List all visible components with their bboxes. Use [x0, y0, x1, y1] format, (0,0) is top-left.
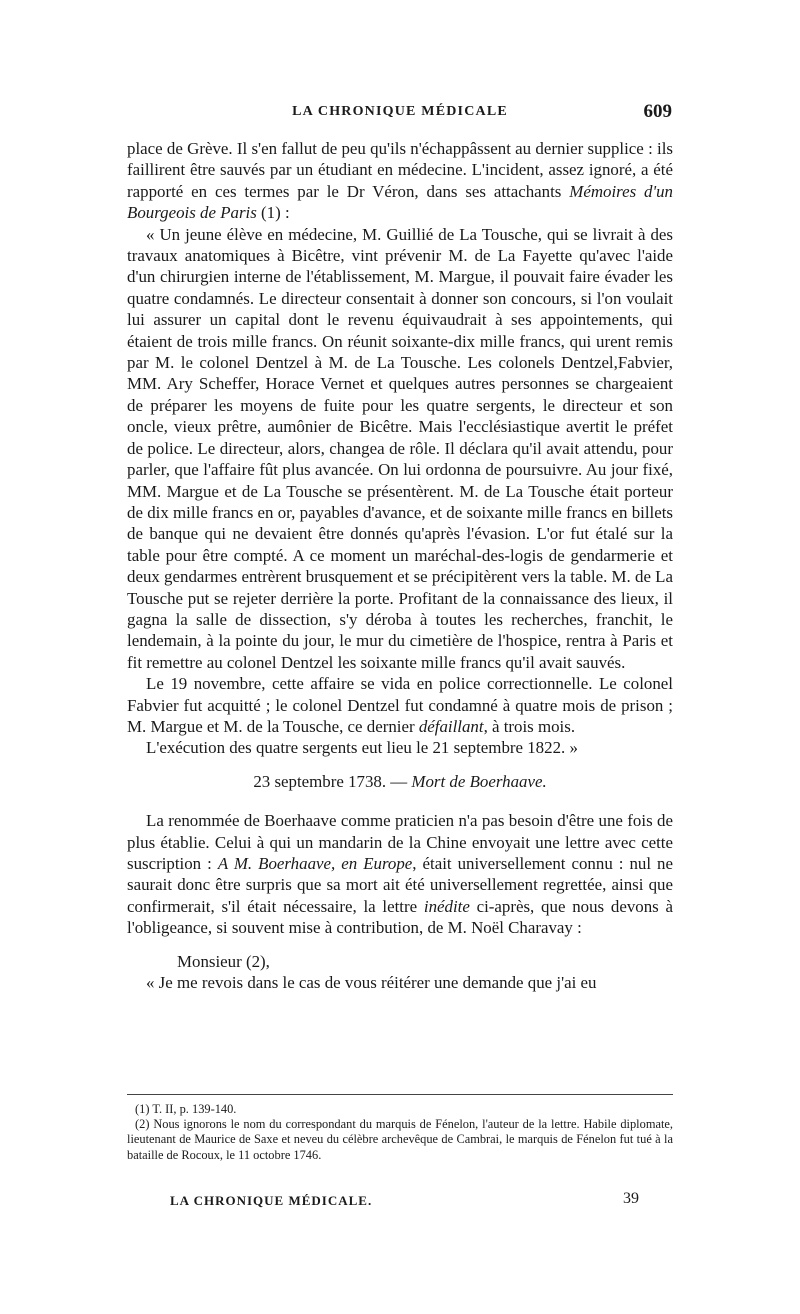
- letter-salutation: Monsieur (2),: [177, 951, 270, 971]
- letter-paragraph: « Je me revois dans le cas de vous réitérer une demande que j'ai eu: [146, 973, 597, 993]
- page-number: 609: [643, 101, 672, 122]
- footnotes: [127, 1102, 673, 1163]
- quotation-paragraph: « Un jeune élève en médecine, M. Guillié de La Tousche, qui se livrait à des travaux anatomiques à Bicêtre, vint prévenir M. de La Fayette qu'avec l'aide d'un chirurgien interne de l'établissement, M. Margue, il pouvait faire évader les quatre condamnés. Le directeur consentait à donner son concours, si l'on voulait lui assurer un capital dont le revenu équivaudrait à ses appointements, qui étaient de trois mille francs. On réunit soixante-dix mille francs, qui urent remis par M. le colonel Dentzel à M. de La Tousche. Les colonels Dentzel,Fabvier, MM. Ary Scheffer, Horace Vernet et quelques autres personnes se chargeaient de préparer les moyens de fuite pour les quatre sergents, le directeur et son oncle, vieux prêtre, aumônier de Bicêtre. Mais l'ecclésiastique avertit le préfet de police. Le directeur, alors, changea de rôle. Il déclara qu'il avait attendu, pour parler, que l'affaire fût plus avancée. On lui ordonna de poursuivre. Au jour fixé, MM. Margue et de La Tousche se présentèrent. M. de La Tousche était porteur de dix mille francs en or, payables d'avance, et de soixante mille francs en billets de banque qui ne devaient être donnés qu'après l'évasion. L'or fut étalé sur la table pour être compté. A ce moment un maréchal-des-logis de gendarmerie et deux gendarmes entrèrent brusquement et se précipitèrent vers la table. M. de La Tousche put se rejeter derrière la porte. Profitant de la connaissance des lieux, il gagna la salle de dissection, s'y déroba à toutes les recherches, franchit, le lendemain, à la pointe du jour, le mur du cimetière de l'hospice, rentra à Paris et fit remettre au colonel Dentzel les soixante mille francs qu'il avait sauvés.: [127, 224, 673, 672]
- book-title: Mémoires d'un Bourgeois de Paris: [127, 181, 674, 223]
- body-text: [127, 138, 673, 993]
- paragraph: L'exécution des quatre sergents eut lieu le 21 septembre 1822. »: [146, 738, 578, 758]
- signature-title: LA CHRONIQUE MÉDICALE.: [170, 1193, 373, 1208]
- paragraph: La renommée de Boerhaave comme praticien n'a pas besoin d'être une fois de plus établie. Celui à qui un mandarin de la Chine envoyait une lettre avec cette suscription : A M. Boerhaave, en Europe, était universellement connu : nul ne saurait donc être surpris que sa mort ait été universellement regrettée, ainsi que confirmerait, s'il était nécessaire, la lettre inédite ci-après, que nous devons à l'obligeance, si souvent mise à contribution, de M. Noël Charavay :: [127, 811, 673, 938]
- signature-number: 39: [623, 1190, 639, 1207]
- footnote: (1) T. II, p. 139-140.: [135, 1102, 237, 1116]
- section-heading: 23 septembre 1738. — Mort de Boerhaave.: [253, 771, 547, 791]
- signature-line: [170, 1190, 673, 1215]
- paragraph: place de Grève. Il s'en fallut de peu qu'ils n'échappâssent au dernier supplice : ils faillirent être sauvés par un étudiant en médecine. L'incident, assez ignoré, a été rapporté en ces termes par le Dr Véron, dans ses attachants Mémoires d'un Bourgeois de Paris (1) :: [127, 139, 674, 223]
- footnote: (2) Nous ignorons le nom du correspondant du marquis de Fénelon, l'auteur de la lettre. Habile diplomate, lieutenant de Maurice de Saxe et neveu du célèbre archevêque de Cambrai, le marquis de Fénelon fut tué à la bataille de Rocoux, le 11 octobre 1746.: [127, 1117, 673, 1162]
- running-title: LA CHRONIQUE MÉDICALE: [292, 104, 508, 119]
- running-header: [128, 101, 672, 128]
- paragraph: Le 19 novembre, cette affaire se vida en police correctionnelle. Le colonel Fabvier fut acquitté ; le colonel Dentzel fut condamné à quatre mois de prison ; M. Margue et M. de la Tousche, ce dernier défaillant, à trois mois.: [127, 674, 673, 736]
- footnote-divider: [127, 1094, 673, 1095]
